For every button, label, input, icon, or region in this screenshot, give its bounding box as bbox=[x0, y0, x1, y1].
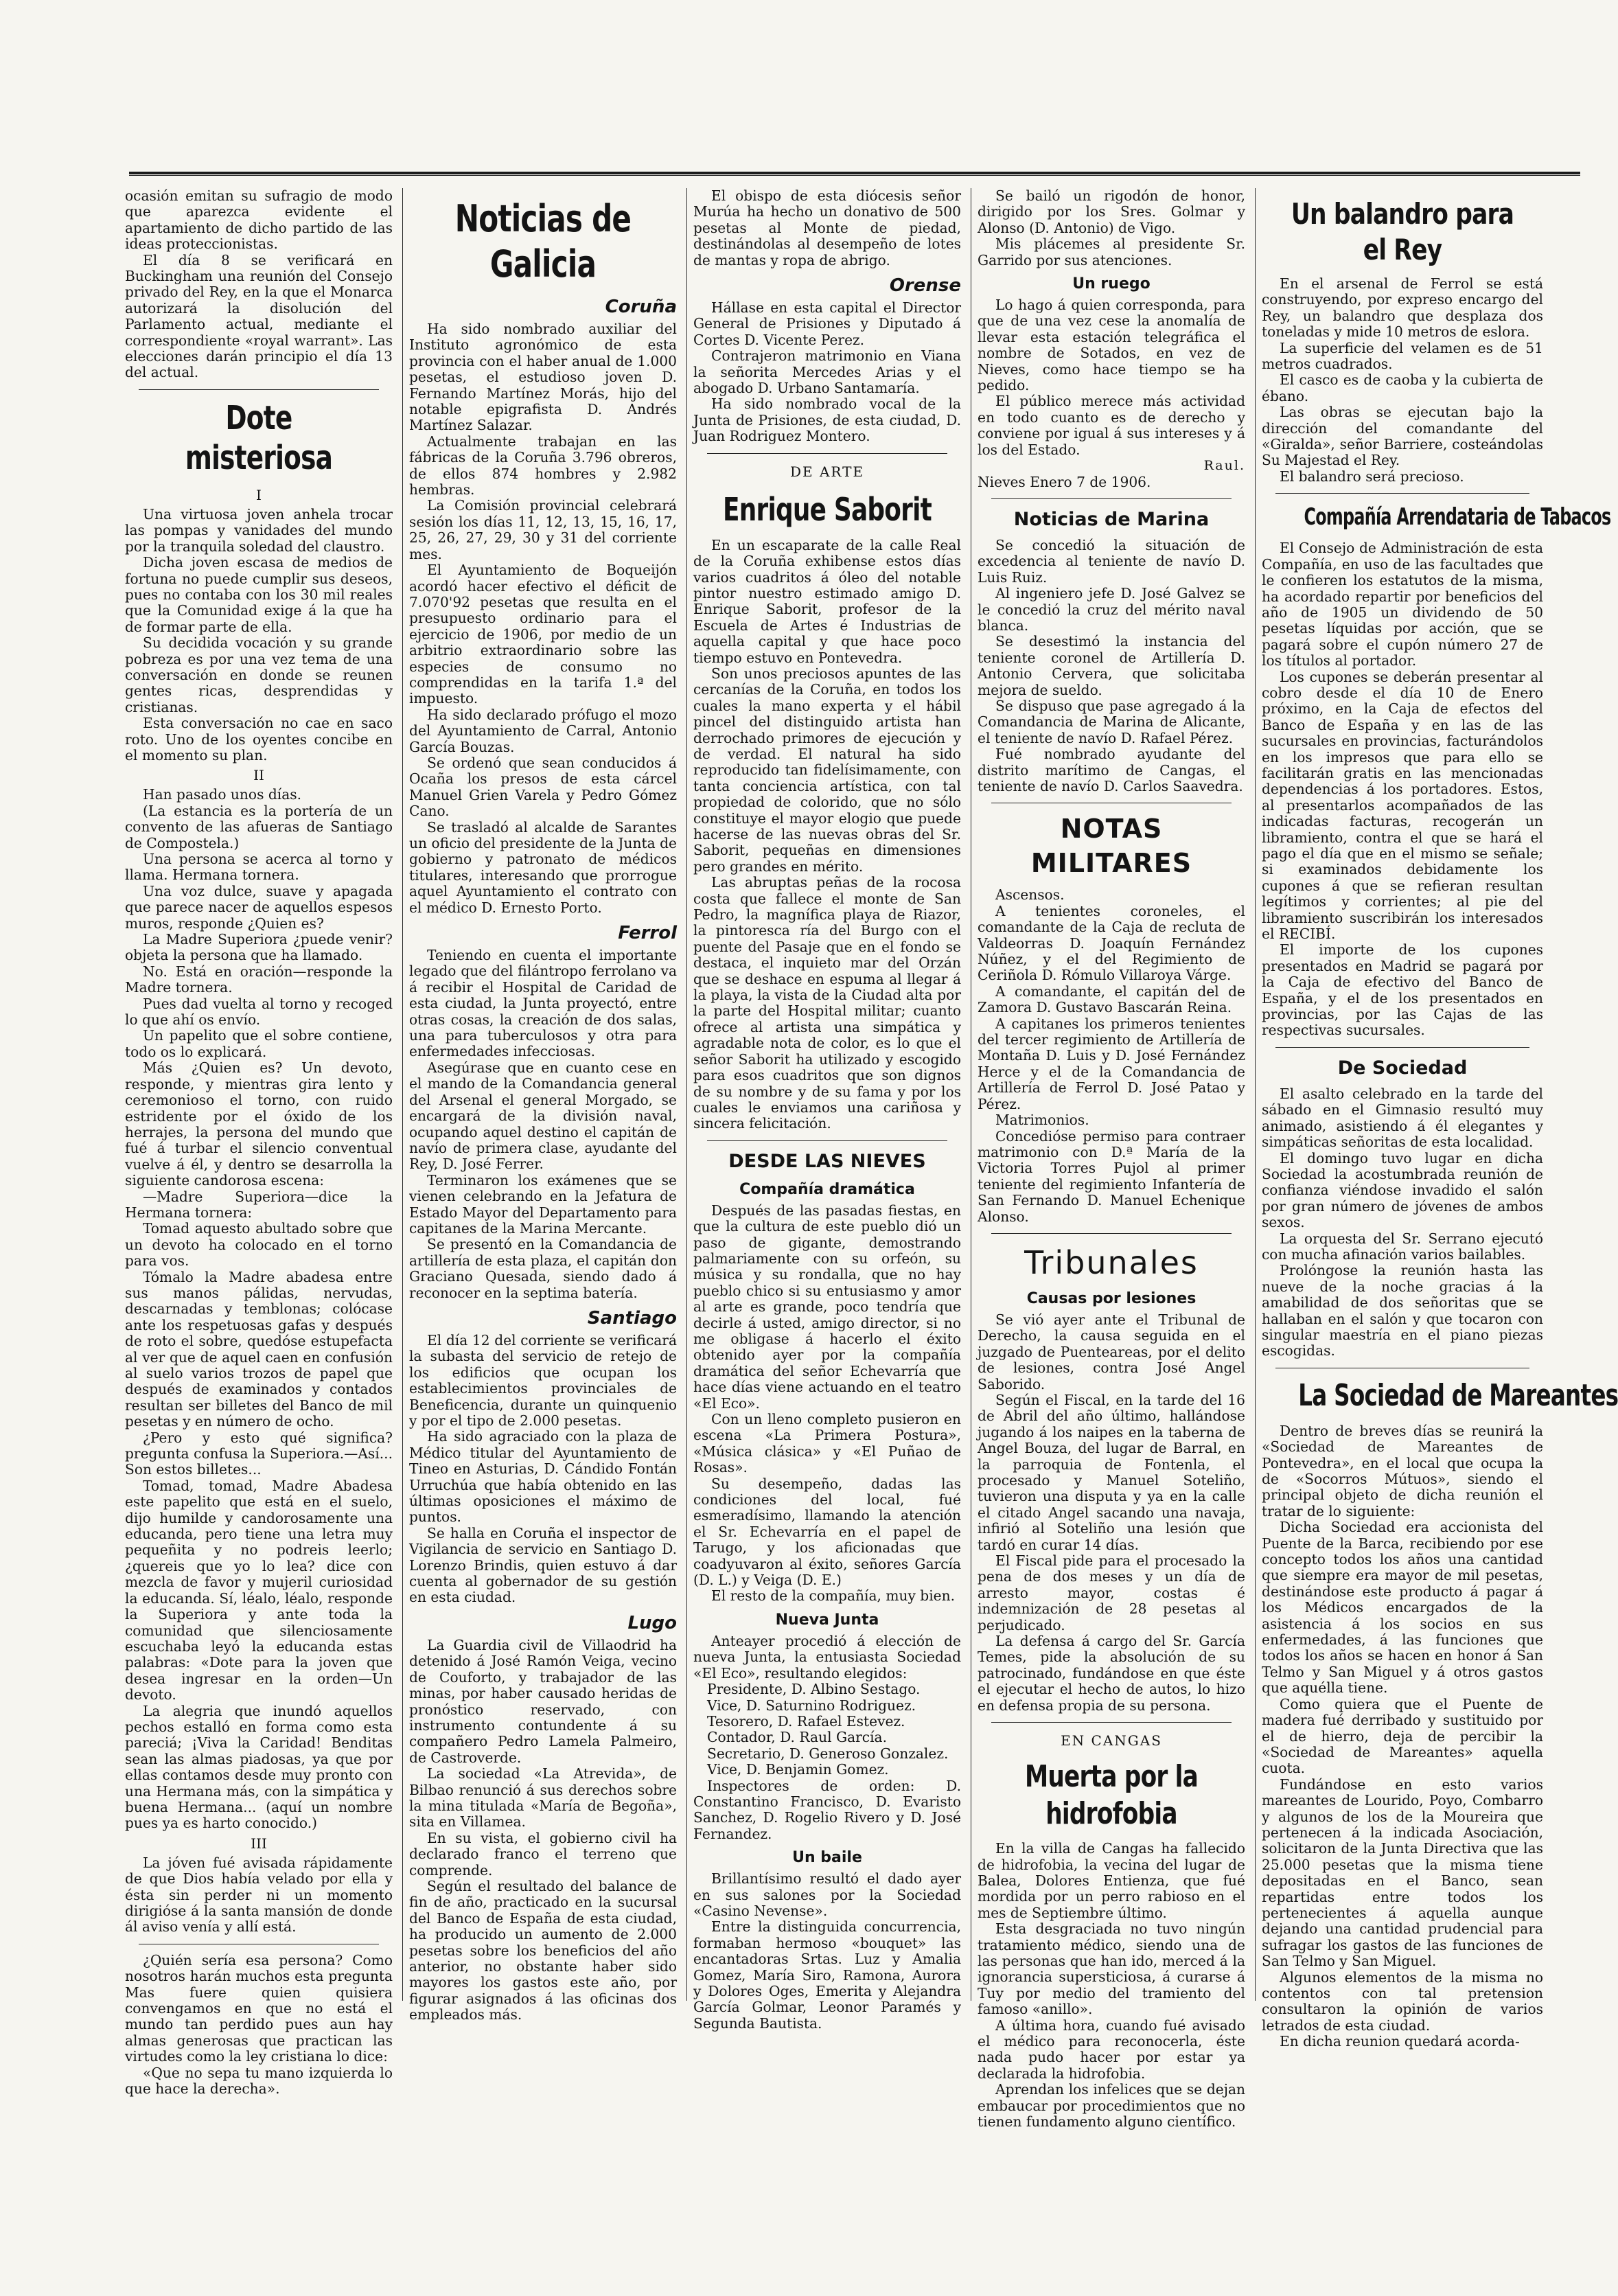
paragraph: Pues dad vuelta al torno y recoged lo que ahí os envío. bbox=[125, 995, 393, 1029]
paragraph: Las abruptas peñas de la rocosa costa que fallece el monte de San Pedro, la magnífica playa de Riazor, la pintoresca ría del Burgo con el puente del Pasaje que en el fondo se destaca, el inquieto mar del Orzán que se deshace en espuma al llegar á la playa, la vista de la Ciudad alta por la parte del Hospital militar; cuanto ofrece al artista una simpática y agradable nota de color, es lo que el señor Saborit ha utilizado y escogido para esos cuadritos que son dignos de su nombre y de su fama y por los cuales le enviamos una cariñosa y sincera felicitación. bbox=[693, 874, 961, 1132]
column-divider bbox=[1255, 188, 1256, 2001]
paragraph: Algunos elementos de la misma no contentos con tal pretension consultaron la opinión de varios letrados de esta ciudad. bbox=[1262, 1968, 1543, 2034]
top-rule bbox=[129, 172, 1580, 176]
newspaper-page bbox=[124, 172, 1618, 2211]
news-item: Contrajeron matrimonio en Viana la señorita Mercedes Arias y el abogado D. Urbano Santamaría. bbox=[693, 347, 961, 397]
paragraph: A comandante, el capitán del de Zamora D. Gustavo Bascarán Reina. bbox=[978, 983, 1245, 1016]
paragraph: La alegria que inundó aquellos pechos estalló en forma como esta pareciá; ¡Viva la Caridad! Benditas sean las almas piadosas, ya que por ellas contamos desde muy pronto con una Hermana más, con la simpática y buena Hermana... (aquí un nombre pues ya es harto conocido.) bbox=[125, 1702, 393, 1832]
news-item: El día 12 del corriente se verificará la subasta del servicio de retejo de los edificios que ocupan los establecimientos provinciales de Beneficencia, durante un quinquenio y por el tipo de 2.000 pesetas. bbox=[409, 1331, 677, 1429]
news-item: Ha sido agraciado con la plaza de Médico titular del Ayuntamiento de Tineo en Asturias, D. Cándido Fontán Urruchúa que había obtenido en las últimas oposiciones el máximo de puntos. bbox=[409, 1428, 677, 1526]
divider bbox=[991, 1233, 1232, 1234]
paragraph: Con un lleno completo pusieron en escena «La Primera Postura», «Música clásica» y «El Puñao de Rosas». bbox=[693, 1411, 961, 1476]
news-item: En su vista, el gobierno civil ha declarado franco el terreno que comprende. bbox=[409, 1829, 677, 1879]
subheading: Compañía dramática bbox=[739, 1180, 915, 1198]
section-label: EN CANGAS bbox=[1061, 1732, 1162, 1749]
paragraph: A tenientes coroneles, el comandante de la Caja de recluta de Valdeorras D. Joaquín Fernández Núñez, y el del Regimiento de Ceriñola D. Rómulo Villaroya Várge. bbox=[978, 902, 1245, 984]
news-item: Se desestimó la instancia del teniente coronel de Artillería D. Antonio Cervera, que solicitaba mejora de sueldo. bbox=[978, 633, 1245, 698]
paragraph: Esta conversación no cae en saco roto. Uno de los oyentes concibe en el momento su plan. bbox=[125, 715, 393, 764]
article-title: Enrique Saborit bbox=[723, 490, 932, 528]
divider bbox=[707, 453, 947, 454]
news-item: Actualmente trabajan en las fábricas de la Coruña 3.796 obreros, de ellos 874 hombres y 2.982 hembras. bbox=[409, 433, 677, 498]
paragraph: Tómalo la Madre abadesa entre sus manos pálidas, nervudas, descarnadas y temblonas; colócase ante los respetuosas gafas y después de roto el sobre, quedóse estupefacta al ver que de aquel caen en confusión al suelo varios trozos de papel que después de examinados y contados resultan ser billetes del Banco de mil pesetas y en número de ocho. bbox=[125, 1268, 393, 1430]
paragraph: El día 8 se verificará en Buckingham una reunión del Consejo privado del Rey, en la que el Monarca autorizará la disolución del Parlamento actual, mediante el correspondiente «royal warrant». Las elecciones darán principio el día 13 del actual. bbox=[125, 251, 393, 381]
news-item: Ha sido nombrado vocal de la Junta de Prisiones, de esta ciudad, D. Juan Rodriguez Montero. bbox=[693, 395, 961, 445]
paragraph: Dicha Sociedad era accionista del Puente de la Barca, recibiendo por ese concepto todos los años una cantidad que siempre era mayor de mil pesetas, destinándose este producto á pagar á los Médicos encargados de la asistencia á los socios en sus enfermedades, á las funciones que todos los años se hacen en honor á San Telmo y San Miguel y á otros gastos que aquélla tiene. bbox=[1262, 1519, 1543, 1697]
section-label: DE ARTE bbox=[789, 463, 865, 480]
news-item: Según el resultado del balance de fin de año, practicado en la sucursal del Banco de España de esta ciudad, ha producido un aumento de 2.000 pesetas sobre los beneficios del año anterior, no obstante haber sido mayores los gastos este año, por figurar asignados á las oficinas dos empleados más. bbox=[409, 1877, 677, 2023]
paragraph: En un escaparate de la calle Real de la Coruña exhibense estos días varios cuadritos á óleo del notable pintor nuestro estimado amigo D. Enrique Saborit, profesor de la Escuela de Artes é Industrias de aquella capital y que hace poco tiempo estuvo en Pontevedra. bbox=[693, 536, 961, 666]
paragraph: Se vió ayer ante el Tribunal de Derecho, la causa seguida en el juzgado de Puenteareas, por el delito de lesiones, contra José Angel Saborido. bbox=[978, 1311, 1245, 1392]
paragraph: Entre la distinguida concurrencia, formaban hermoso «bouquet» las encantadoras Srtas. Luz y Amalia Gomez, María Siro, Ramona, Aurora y Dolores Oges, Emerita y Alejandra García Golmar, Leonor Paramés y Segunda Bautista. bbox=[693, 1918, 961, 2032]
paragraph: Los cupones se deberán presentar al cobro desde el día 10 de Enero próximo, en la Caja de efectos del Banco de España y en las de las sucursales en provincias, facturándolos en los impresos que para ello se facilitarán gratis en las mencionadas dependencias á los portadores. Estos, al presentarlos acompañados de las indicadas facturas, recogerán un libramiento, contra el que se hará el pago el día que en el mismo se señale; si examinados debidamente los cupones á que se refieran resultan legítimos y corrientes; al pie del libramiento suscribirán los interesados el RECIBÍ. bbox=[1262, 668, 1543, 943]
paragraph: Matrimonios. bbox=[995, 1112, 1089, 1129]
news-item: Asegúrase que en cuanto cese en el mando de la Comandancia general del Arsenal el general Morgado, se encargará de la división naval, ocupando aquel destino el capitán de navío de primera clase, ayudante del Rey, D. José Ferrer. bbox=[409, 1059, 677, 1173]
city-heading: Santiago bbox=[587, 1307, 677, 1329]
column-divider bbox=[402, 188, 403, 2001]
divider bbox=[991, 1722, 1232, 1723]
column-divider bbox=[686, 188, 687, 2001]
paragraph: Según el Fiscal, en la tarde del 16 de Abril del año último, hallándose jugando á los naipes en la taberna de Angel Bouza, del lugar de Barral, en la parroquia de Fontenla, el procesado y Manuel Soteliño, tuvieron una disputa y ya en la calle el citado Angel sacando una navaja, infirió al Soteliño una lesión que tardó en curar 14 días. bbox=[978, 1391, 1245, 1553]
article-title: Muerta por la hidrofobia bbox=[1024, 1759, 1199, 1832]
news-item: El Ayuntamiento de Boqueijón acordó hacer efectivo el déficit de 7.070'92 pesetas que resulta en el presupuesto ordinario para el ejercicio de 1906, por medio de un arbitrio extraordinario sobre las especies de consumo no comprendidas en la tarifa 1.ª del impuesto. bbox=[409, 562, 677, 707]
column-3 bbox=[693, 187, 961, 2032]
city-heading: Ferrol bbox=[618, 923, 677, 944]
paragraph: Más ¿Quien es? Un devoto, responde, y mientras gira lento y ceremonioso el torno, con ruido estridente por el óxido de los herrajes, la persona del mundo que fué á turbar el silencio conventual vuelve á él, y dentro se desarrolla la siguiente candorosa escena: bbox=[125, 1059, 393, 1189]
paragraph: El importe de los cupones presentados en Madrid se pagará por la Caja de efectivo del Banco de España, y el de los presentados en provincias, por las Cajas de las respectivas sucursales. bbox=[1262, 941, 1543, 1039]
list-item: Contador, D. Raul García. bbox=[707, 1729, 887, 1746]
paragraph: Como quiera que el Puente de madera fué derribado y sustituido por el de hierro, deja de percibir la «Sociedad de Mareantes» aquella cuota. bbox=[1262, 1695, 1543, 1777]
news-item: El obispo de esta diócesis señor Murúa ha hecho un donativo de 500 pesetas al Monte de piedad, destinándolas al desempeño de lotes de mantas y ropa de abrigo. bbox=[693, 187, 961, 268]
paragraph: Tomad, tomad, Madre Abadesa este papelito que está en el suelo, dijo humilde y candorosamente una educanda, pero tiene una letra muy pequeñita y no podreis leerlo; ¿quereis que yo lo lea? dice con mezcla de favor y mujeril curiosidad la educanda. Sí, léalo, léalo, responde la Superiora y ante toda la comunidad que silenciosamente escuchaba leyó la educanda estas palabras: «Dote para la joven que desea ingresar en la orden—Un devoto. bbox=[125, 1477, 393, 1703]
paragraph: Fundándose en esto varios mareantes de Lourido, Poyo, Combarro y algunos de los de la Moureira que pertenecen á la indicada Asociación, solicitaron de la Junta Directiva que las 25.000 pesetas que la misma tiene depositadas en el Banco, sean repartidas entre todos los pertenecientes á aquella aunque dejando una cantidad prudencial para sufragar los gastos de las funciones de San Telmo y San Miguel. bbox=[1262, 1776, 1543, 1970]
city-heading: Coruña bbox=[605, 297, 677, 317]
paragraph: Son unos preciosos apuntes de las cercanías de la Coruña, en todos los cuales la mano experta y el hábil pincel del distinguido artista han derrochado primores de ejecución y de verdad. El natural ha sido reproducido tan fidelísimamente, con tanta conciencia artística, con tal propiedad de colorido, que no sólo constituye el mayor elogio que puede hacerse de las nuevas obras del Sr. Saborit, pequeñas en dimensiones pero grandes en mérito. bbox=[693, 665, 961, 875]
divider bbox=[1275, 1047, 1529, 1048]
section-title: Tribunales bbox=[1024, 1243, 1199, 1281]
paragraph: El balandro será precioso. bbox=[1280, 468, 1464, 485]
list-item: Tesorero, D. Rafael Estevez. bbox=[707, 1712, 905, 1730]
section-title: Noticias de Marina bbox=[1013, 508, 1210, 530]
paragraph: Esta desgraciada no tuvo ningún tratamiento médico, siendo una de las personas que han ido, merced á la ignorancia supersticiosa, á curarse á Tuy por medio del tramiento del famoso «anillo». bbox=[978, 1920, 1245, 2018]
paragraph: Mis plácemes al presidente Sr. Garrido por sus atenciones. bbox=[978, 236, 1245, 268]
paragraph: —Madre Superiora—dice la Hermana tornera: bbox=[125, 1188, 393, 1221]
paragraph: El domingo tuvo lugar en dicha Sociedad la acostumbrada reunión de confianza viéndose invadido el salón por gran número de jóvenes de ambos sexos. bbox=[1262, 1149, 1543, 1231]
paragraph: El público merece más actividad en todo cuanto es de derecho y conviene por igual á sus intereses y á los del Estado. bbox=[978, 393, 1245, 458]
list-item: Vice, D. Saturnino Rodriguez. bbox=[707, 1697, 916, 1714]
news-item: Se concedió la situación de excedencia al teniente de navío D. Luis Ruiz. bbox=[978, 536, 1245, 586]
news-item: Se halla en Coruña el inspector de Vigilancia de servicio en Santiago D. Lorenzo Brindis, quien estuvo á dar cuenta al gobernador de su gestión en esta ciudad. bbox=[409, 1524, 677, 1606]
paragraph: El Consejo de Administración de esta Compañía, en uso de las facultades que le confieren los estatutos de la misma, ha acordado repartir por beneficios del año de 1905 un dividendo de 50 pesetas líquidas por acción, que se pagará sobre el cupón número 27 de los títulos al portador. bbox=[1262, 540, 1543, 669]
paragraph: Una voz dulce, suave y apagada que parece nacer de aquellos espesos muros, responde ¿Quien es? bbox=[125, 882, 393, 932]
paragraph: Una persona se acerca al torno y llama. Hermana tornera. bbox=[125, 851, 393, 884]
section-numeral: III bbox=[251, 1835, 267, 1852]
paragraph: En dicha reunion quedará acorda- bbox=[1280, 2033, 1520, 2050]
news-item: Se ordenó que sean conducidos á Ocaña los presos de esta cárcel Manuel Grien Varela y Pedro Gómez Cano. bbox=[409, 754, 677, 820]
city-heading: Orense bbox=[889, 275, 961, 297]
paragraph: A capitanes los primeros tenientes del tercer regimiento de Artillería de Montaña D. Luis y D. José Fernández Herce y el de la Comandancia de Artillería de Ferrol D. José Patao y Pérez. bbox=[978, 1015, 1245, 1112]
section-title: Noticias de Galicia bbox=[454, 197, 632, 286]
paragraph: Tomad aquesto abultado sobre que un devoto ha colocado en el torno para vos. bbox=[125, 1220, 393, 1270]
paragraph: Aprendan los infelices que se dejan embaucar por procedimientos que no tienen fundamento alguno científico. bbox=[978, 2081, 1245, 2130]
paragraph: El Fiscal pide para el procesado la pena de dos meses y un día de arresto mayor, costas é indemnización de 28 pesetas al perjudicado. bbox=[978, 1552, 1245, 1633]
paragraph: Han pasado unos días. bbox=[143, 786, 302, 803]
list-item: Presidente, D. Albino Sestago. bbox=[707, 1681, 921, 1698]
news-item: La sociedad «La Atrevida», de Bilbao renunció á sus derechos sobre la mina titulada «María de Begoña», sita en Villamea. bbox=[409, 1765, 677, 1830]
news-item: Ha sido nombrado auxiliar del Instituto agronómico de esta provincia con el haber anual de 1.000 pesetas, el estudioso joven D. Fernando Martínez Morás, hijo del notable epigrafista D. Andrés Martínez Salazar. bbox=[409, 321, 677, 434]
paragraph: No. Está en oración—responde la Madre tornera. bbox=[125, 963, 393, 996]
paragraph: Una virtuosa joven anhela trocar las pompas y vanidades del mundo por la tranquila soledad del claustro. bbox=[125, 505, 393, 555]
paragraph: El resto de la compañía, muy bien. bbox=[711, 1587, 956, 1605]
paragraph: La defensa á cargo del Sr. García Temes, pide la absolución de su patrocinado, fundándose en que éste el ejecutar el hecho de autos, lo hizo en defensa propia de su persona. bbox=[978, 1633, 1245, 1714]
news-item: Al ingeniero jefe D. José Galvez se le concedió la cruz del mérito naval blanca. bbox=[978, 585, 1245, 634]
paragraph: Se bailó un rigodón de honor, dirigido por los Sres. Golmar y Alonso (D. Antonio) de Vigo. bbox=[978, 187, 1245, 236]
paragraph: Concedióse permiso para contraer matrimonio con D.ª María de la Victoria Torres Pujol al primer teniente del regimiento Infantería de San Fernando D. Manuel Echenique Alonso. bbox=[978, 1127, 1245, 1225]
paragraph: La orquesta del Sr. Serrano ejecutó con mucha afinación varios bailables. bbox=[1262, 1230, 1543, 1263]
column-5 bbox=[1262, 188, 1618, 2050]
column-1 bbox=[125, 187, 393, 2098]
paragraph: Dicha joven escasa de medios de fortuna no puede cumplir sus deseos, pues no contaba con los 30 mil reales que la Comunidad exige á la que ha de formar parte de ella. bbox=[125, 554, 393, 635]
paragraph: ocasión emitan su sufragio de modo que aparezca evidente el apartamiento de dicho partido de las ideas proteccionistas. bbox=[125, 187, 393, 253]
paragraph: ¿Quién sería esa persona? Como nosotros harán muchos esta pregunta Mas fuere quien quisiera convengamos en que no está el mundo tan perdido pues aun hay almas generosas que practican las virtudes como la ley cristiana lo dice: bbox=[125, 1951, 393, 2065]
paragraph: Anteayer procedió á elección de nueva Junta, la entusiasta Sociedad «El Eco», resultando elegidos: bbox=[693, 1632, 961, 1681]
paragraph: Un papelito que el sobre contiene, todo os lo explicará. bbox=[125, 1027, 393, 1060]
news-item: La Guardia civil de Villaodrid ha detenido á José Ramón Veiga, vecino de Couforto, y trabajador de las minas, por haber causado heridas de pronóstico reservado, con instrumento contundente á su compañero Pedro Lamela Palmeiro, de Castroverde. bbox=[409, 1636, 677, 1766]
article-title: De Sociedad bbox=[1337, 1057, 1468, 1079]
news-item: Ha sido declarado prófugo el mozo del Ayuntamiento de Carral, Antonio García Bouzas. bbox=[409, 706, 677, 755]
paragraph: Dentro de breves días se reunirá la «Sociedad de Mareantes de Pontevedra», en el local que ocupa la de «Socorros Mútuos», siendo el principal objeto de dicha reunión el tratar de lo siguiente: bbox=[1262, 1422, 1543, 1519]
paragraph: Lo hago á quien corresponda, para que de una vez cese la anomalía de llevar esta estación telegráfica el nombre de Sotados, en vez de Nieves, como hace tiempo se ha pedido. bbox=[978, 297, 1245, 394]
paragraph: La Madre Superiora ¿puede venir? objeta la persona que ha llamado. bbox=[125, 931, 393, 964]
paragraph: El casco es de caoba y la cubierta de ébano. bbox=[1262, 371, 1543, 404]
subheading: Un ruego bbox=[1072, 275, 1151, 293]
section-title: NOTAS MILITARES bbox=[1030, 814, 1192, 879]
paragraph: Prolóngose la reunión hasta las nueve de la noche gracias á la amabilidad de dos señoritas que se hallaban en el salón y que tocaron con singular maestría en el piano piezas escogidas. bbox=[1262, 1262, 1543, 1359]
paragraph: La superficie del velamen es de 51 metros cuadrados. bbox=[1262, 339, 1543, 373]
paragraph: En el arsenal de Ferrol se está construyendo, por expreso encargo del Rey, un balandro que desplaza dos toneladas y mide 10 metros de eslora. bbox=[1262, 275, 1543, 341]
paragraph: Su desempeño, dadas las condiciones del local, fué esmeradísimo, llamando la atención el Sr. Echevarría en el papel de Tarugo, y los aficionadas que coadyuvaron al éxito, señores García (D. L.) y Veiga (D. E.) bbox=[693, 1475, 961, 1589]
paragraph: Las obras se ejecutan bajo la dirección del comandante del «Giralda», señor Barriere, costeándolas Su Majestad el Rey. bbox=[1262, 404, 1543, 469]
article-title: La Sociedad de Mareantes bbox=[1298, 1377, 1618, 1413]
board-list bbox=[693, 1681, 961, 1842]
paragraph: (La estancia es la portería de un convento de las afueras de Santiago de Compostela.) bbox=[125, 802, 393, 851]
city-heading: Lugo bbox=[627, 1612, 677, 1633]
news-item: Fué nombrado ayudante del distrito marítimo de Cangas, el teniente de navío D. Carlos Saavedra. bbox=[978, 746, 1245, 794]
paragraph: «Que no sepa tu mano izquierda lo que hace la derecha». bbox=[125, 2064, 393, 2098]
divider bbox=[139, 389, 379, 390]
paragraph: El asalto celebrado en la tarde del sábado en el Gimnasio resultó muy animado, asistiendo á él elegantes y simpáticas señoritas de esta localidad. bbox=[1262, 1085, 1543, 1151]
column-2 bbox=[409, 188, 677, 2023]
paragraph: A última hora, cuando fué avisado el médico para reconocerla, éste nada pudo hacer por estar ya declarada la hidrofobia. bbox=[978, 2017, 1245, 2082]
subheading: Un baile bbox=[792, 1849, 862, 1867]
news-item: Se presentó en la Comandancia de artillería de esta plaza, el capitán don Graciano Quesada, siendo dado á reconocer en la septima batería. bbox=[409, 1236, 677, 1301]
article-title: Un balandro para el Rey bbox=[1291, 197, 1514, 266]
paragraph: La jóven fué avisada rápidamente de que Dios había velado por ella y ésta sin perder ni un momento dirigióse á la santa mansión de donde ál aviso venía y allí está. bbox=[125, 1854, 393, 1936]
paragraph: Después de las pasadas fiestas, en que la cultura de este pueblo dió un paso de gigante, demostrando palmariamente con su orfeón, su música y su rondalla, que no hay pueblo chico si su entusiasmo y amor al arte es grande, poco tendría que decirle á usted, amigo director, si no me obligase á hacerlo el éxito obtenido ayer por la compañía dramática del señor Echevarría que hace días viene actuando en el teatro «El Eco». bbox=[693, 1202, 961, 1412]
article-title: DESDE LAS NIEVES bbox=[728, 1150, 926, 1172]
dateline: Nieves Enero 7 de 1906. bbox=[978, 473, 1151, 490]
subheading: Causas por lesiones bbox=[1026, 1289, 1197, 1307]
column-4 bbox=[978, 187, 1245, 2130]
list-item: Vice, D. Benjamin Gomez. bbox=[707, 1761, 889, 1778]
list-item: Secretario, D. Generoso Gonzalez. bbox=[707, 1745, 949, 1762]
list-item: Inspectores de orden: D. Constantino Francisco, D. Evaristo Sanchez, D. Rogelio Rivero y D. José Fernandez. bbox=[693, 1777, 961, 1842]
subheading: Nueva Junta bbox=[775, 1611, 879, 1629]
section-numeral: II bbox=[253, 767, 264, 784]
section-numeral: I bbox=[256, 486, 262, 503]
article-title: Dote misteriosa bbox=[185, 398, 333, 477]
divider bbox=[991, 498, 1232, 499]
paragraph: Su decidida vocación y su grande pobreza es por una vez tema de una conversación en donde se reunen gentes ricas, desprendidas y cristianas. bbox=[125, 634, 393, 715]
paragraph: En la villa de Cangas ha fallecido de hidrofobia, la vecina del lugar de Balea, Dolores Entienza, que fué mordida por un perro rabioso en el mes de Septiembre último. bbox=[978, 1840, 1245, 1921]
news-item: Hállase en esta capital el Director General de Prisiones y Diputado á Cortes D. Vicente Perez. bbox=[693, 299, 961, 348]
paragraph: Ascensos. bbox=[995, 886, 1065, 904]
divider bbox=[1275, 493, 1529, 494]
news-item: Se trasladó al alcalde de Sarantes un oficio del presidente de la Junta de gobierno y patronato de médicos titulares, interesando que prorrogue aquel Ayuntamiento el contrato con el médico D. Ernesto Porto. bbox=[409, 818, 677, 916]
paragraph: ¿Pero y esto qué significa? pregunta confusa la Superiora.—Así... Son estos billetes... bbox=[125, 1429, 393, 1478]
divider bbox=[707, 1140, 947, 1141]
news-item: Teniendo en cuenta el importante legado que del filántropo ferrolano va á recibir el Hospital de Caridad de esta ciudad, la Junta proyectó, entre otras cosas, la creación de dos salas, una para tuberculosos y otra para enfermedades infecciosas. bbox=[409, 947, 677, 1060]
news-item: Se dispuso que pase agregado á la Comandancia de Marina de Alicante, el teniente de navío D. Rafael Pérez. bbox=[978, 697, 1245, 746]
signature: Raul. bbox=[1203, 458, 1245, 474]
news-item: La Comisión provincial celebrará sesión los días 11, 12, 13, 15, 16, 17, 25, 26, 27, 29, 30 y 31 del corriente mes. bbox=[409, 497, 677, 562]
news-item: Terminaron los exámenes que se vienen celebrando en la Jefatura de Estado Mayor del Departamento para capitanes de la Marina Mercante. bbox=[409, 1171, 677, 1237]
article-title: Compañía Arrendataria de Tabacos bbox=[1304, 503, 1611, 531]
paragraph: Brillantísimo resultó el dado ayer en sus salones por la Sociedad «Casino Nevense». bbox=[693, 1870, 961, 1919]
